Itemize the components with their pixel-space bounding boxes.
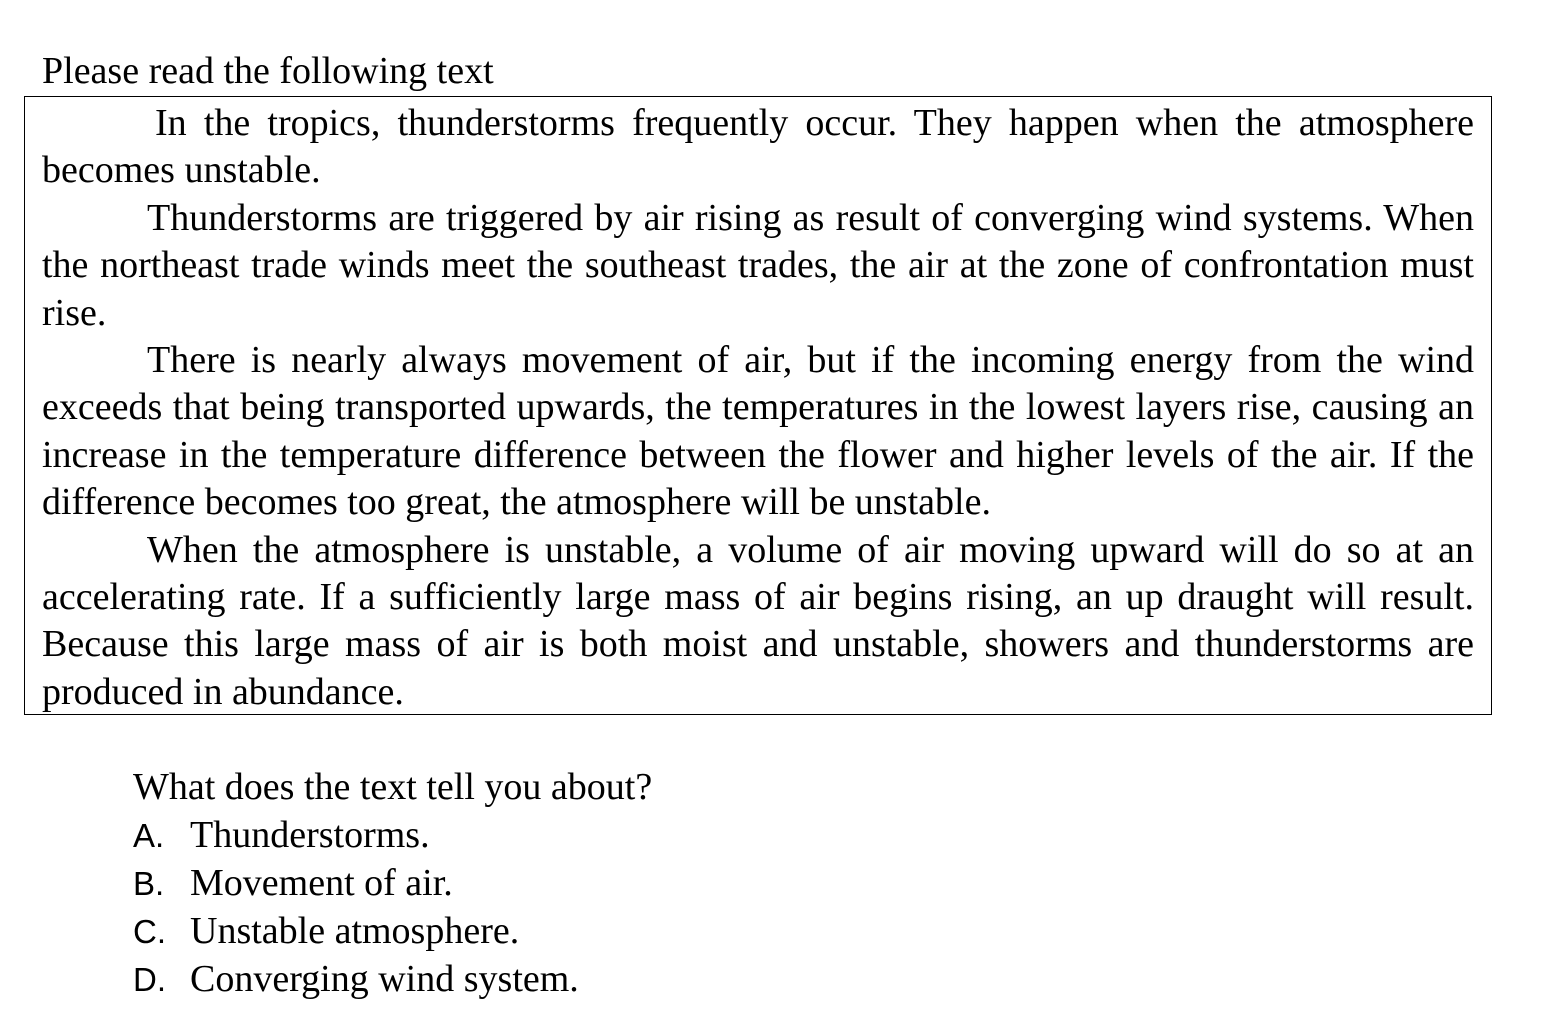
instruction-text: Please read the following text xyxy=(42,50,494,92)
question-block xyxy=(133,764,1133,1004)
option-letter-d: D. xyxy=(133,960,166,998)
answer-option-d[interactable] xyxy=(133,956,1133,1004)
option-letter-a: A. xyxy=(133,816,165,854)
answer-option-a[interactable] xyxy=(133,812,1133,860)
question-text: What does the text tell you about? xyxy=(133,766,653,808)
option-text-c: Unstable atmosphere. xyxy=(190,909,520,952)
answer-option-b[interactable] xyxy=(133,860,1133,908)
option-text-d: Converging wind system. xyxy=(190,957,579,1000)
answer-option-c[interactable] xyxy=(133,908,1133,956)
option-text-b: Movement of air. xyxy=(190,861,453,904)
passage-paragraph-3: There is nearly always movement of air, but if the incoming energy from the wind exceeds that being transported upwards, the temperatures in the lowest layers rise, causing an increase in the temperature difference between the flower and higher levels of the air. If the difference becomes too great, the atmosphere will be unstable. xyxy=(42,339,1474,524)
option-letter-b: B. xyxy=(133,864,165,902)
passage-paragraph-4: When the atmosphere is unstable, a volume of air moving upward will do so at an accelerating rate. If a sufficiently large mass of air begins rising, an up draught will result. Because this large mass of air is both moist and unstable, showers and thunderstorms are produced in abundance. xyxy=(42,528,1474,713)
reading-passage-box xyxy=(24,96,1492,715)
option-letter-c: C. xyxy=(133,912,166,950)
passage-paragraph-1: In the tropics, thunderstorms frequently occur. They happen when the atmosphere becomes unstable. xyxy=(42,102,1474,192)
passage-paragraph-2: Thunderstorms are triggered by air rising as result of converging wind systems. When the northeast trade winds meet the southeast trades, the air at the zone of confrontation must rise. xyxy=(42,196,1474,334)
option-text-a: Thunderstorms. xyxy=(190,813,430,856)
